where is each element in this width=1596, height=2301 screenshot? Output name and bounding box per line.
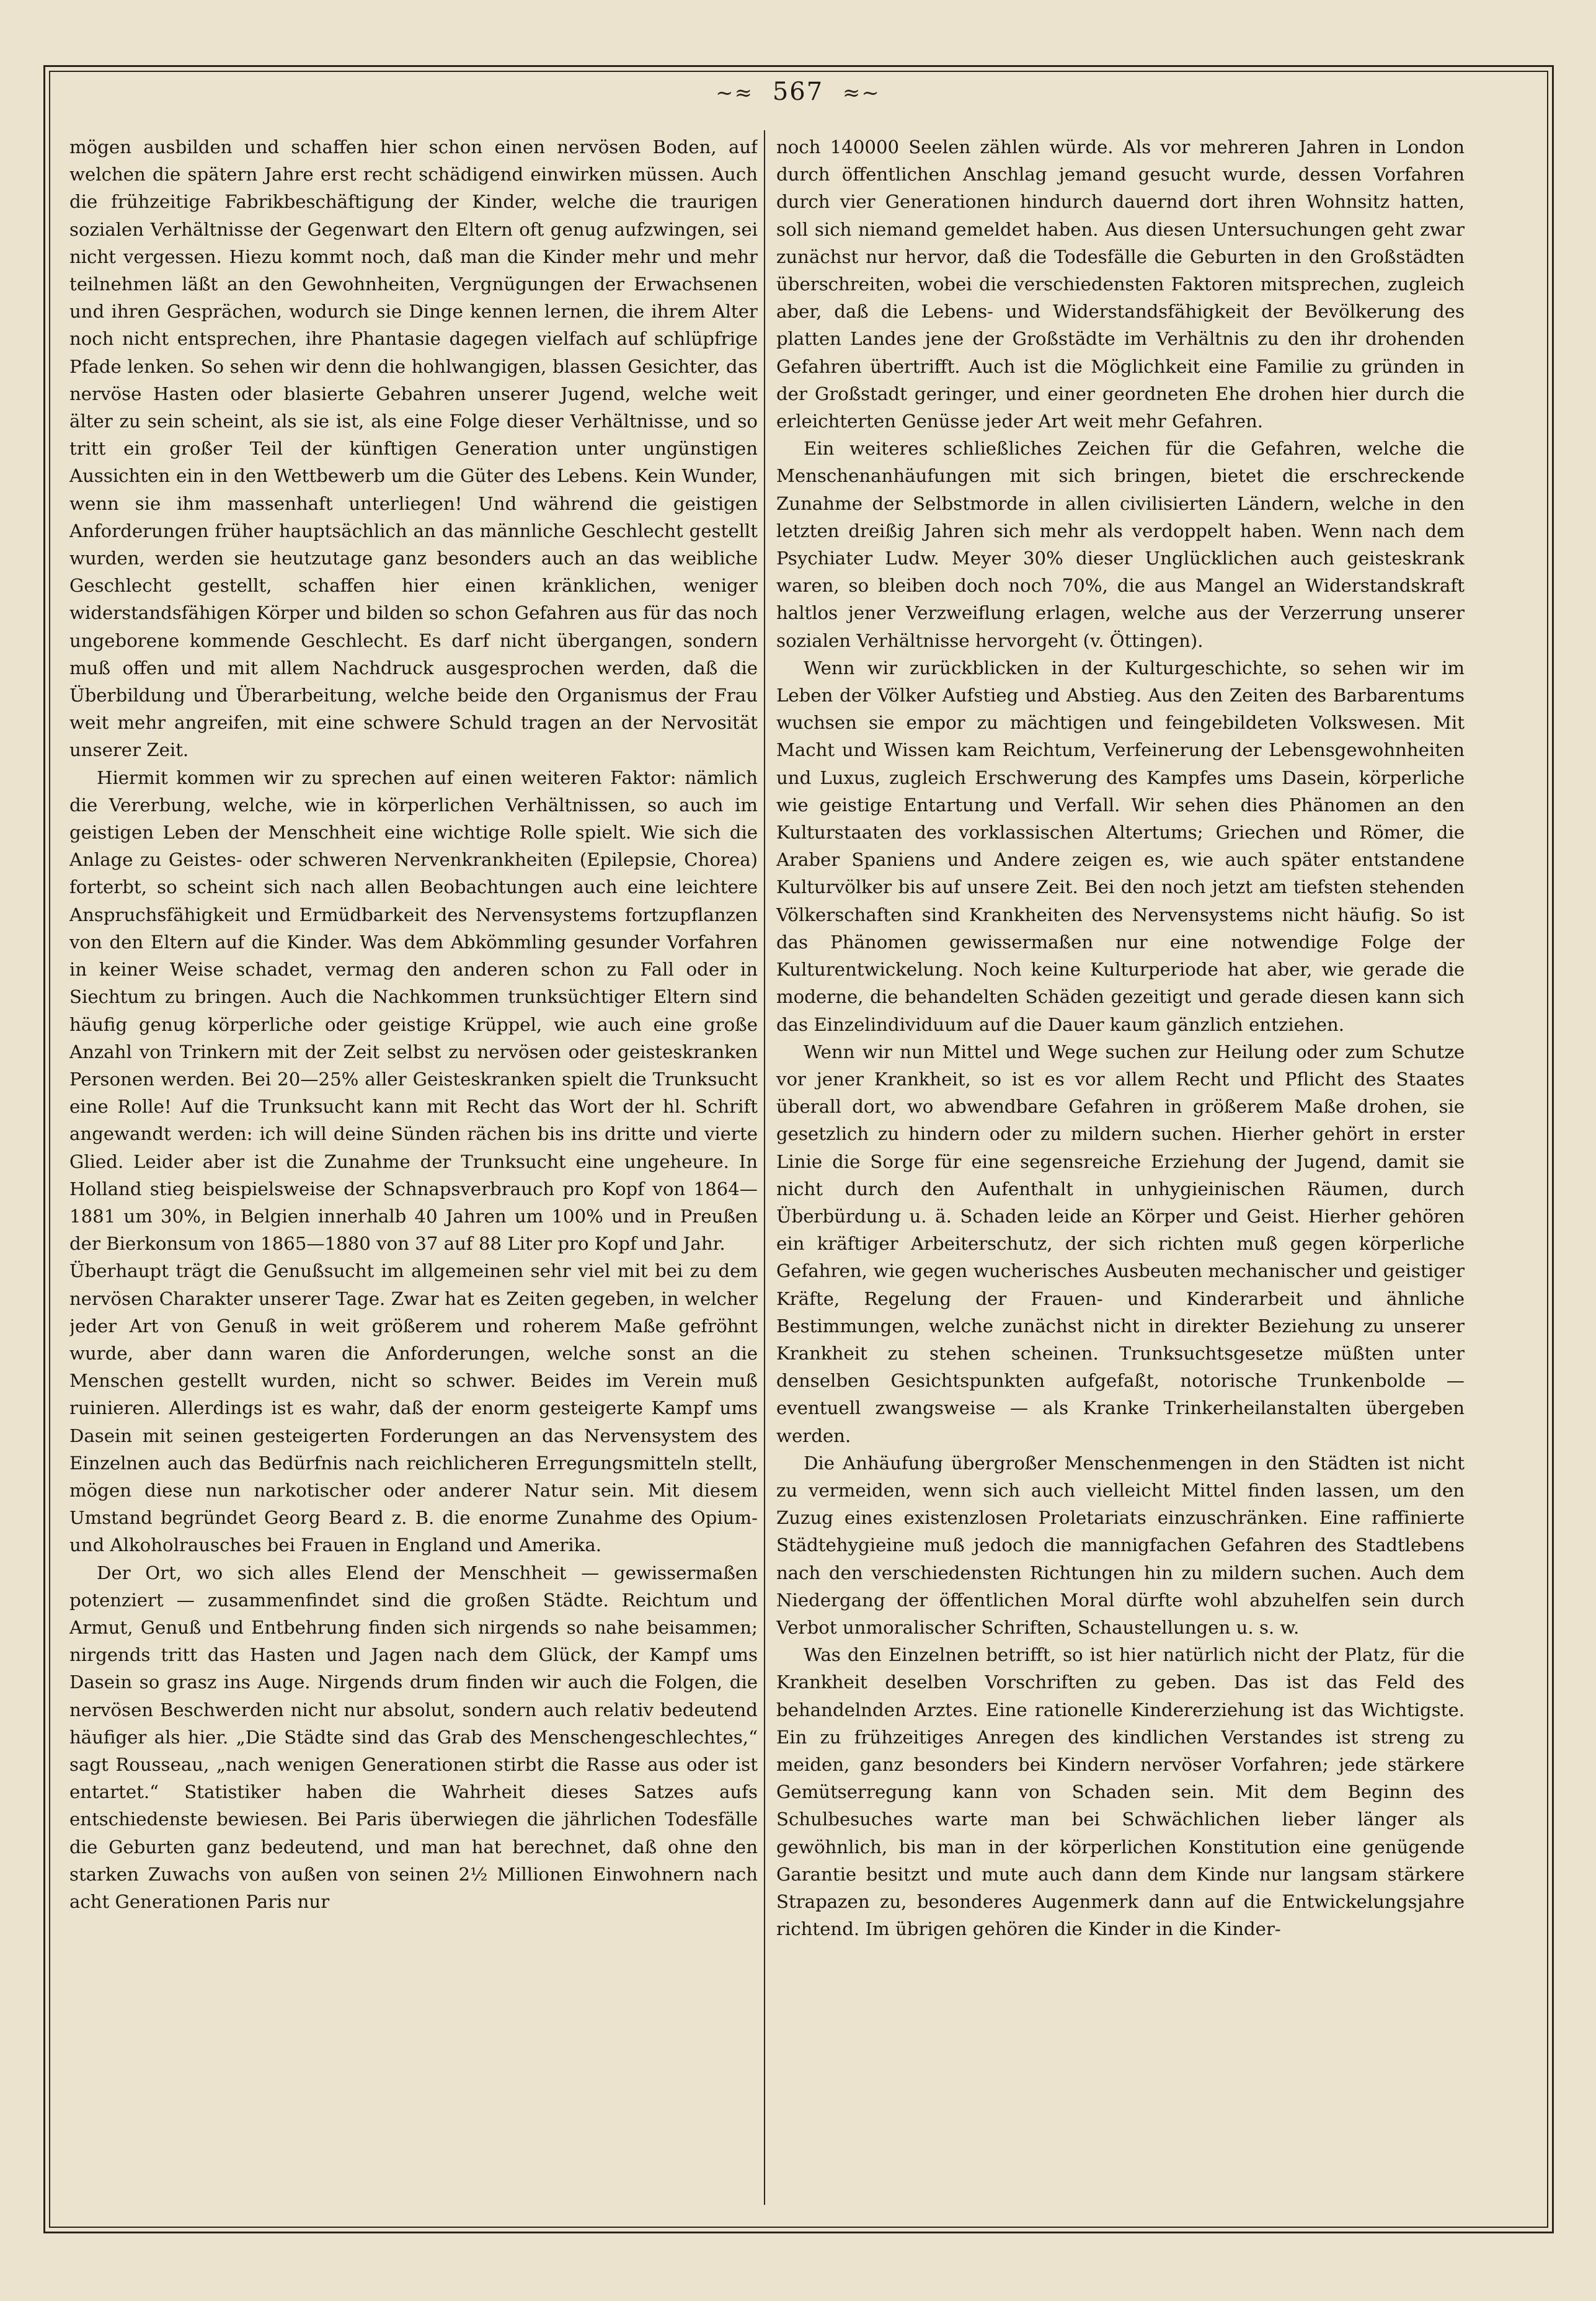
paragraph: mögen ausbilden und schaffen hier schon einen nervösen Boden, auf welchen die spätern Jahre erst recht schädigend einwirken müssen. Auch die frühzeitige Fabrikbeschäftigung der Kinder, welche die traurigen sozialen Verhältnisse der Gegenwart den Eltern oft genug aufzwingen, sei nicht vergessen. Hiezu kommt noch, daß man die Kinder mehr und mehr teilnehmen läßt an den Gewohnheiten, Vergnügungen der Erwachsenen und ihren Gesprächen, wodurch sie Dinge kennen lernen, die ihrem Alter noch nicht entsprechen, ihre Phantasie dagegen vielfach auf schlüpfrige Pfade lenken. So sehen wir denn die hohlwangigen, blassen Gesichter, das nervöse Hasten oder blasierte Gebahren unserer Jugend, welche weit älter zu sein scheint, als sie ist, als eine Folge dieser Verhältnisse, und so tritt ein großer Teil der künftigen Generation unter ungünstigen Aussichten ein in den Wettbewerb um die Güter des Lebens. Kein Wunder, wenn sie ihm massenhaft unterliegen! Und während die geistigen Anforderungen früher hauptsächlich an das männliche Geschlecht gestellt wurden, werden sie heutzutage ganz besonders auch an das weibliche Geschlecht gestellt, schaffen hier einen kränklichen, weniger widerstandsfähigen Körper und bilden so schon Gefahren aus für das noch ungeborene kommende Geschlecht. Es darf nicht übergangen, sondern muß offen und mit allem Nachdruck ausgesprochen werden, daß die Überbildung und Überarbeitung, welche beide den Organismus der Frau weit mehr angreifen, mit eine schwere Schuld tragen an der Nervosität unserer Zeit. [69,136,758,761]
right-column [776,133,1465,2205]
paragraph: Ein weiteres schließliches Zeichen für die Gefahren, welche die Menschenanhäufungen mit sich bringen, bietet die erschreckende Zunahme der Selbstmorde in allen civilisierten Ländern, welche in den letzten dreißig Jahren sich mehr als verdoppelt haben. Wenn nach dem Psychiater Ludw. Meyer 30% dieser Unglücklichen auch geisteskrank waren, so bleiben doch noch 70%, die aus Mangel an Widerstandskraft haltlos jener Verzweiflung erlagen, welche aus der Verzerrung unserer sozialen Verhältnisse hervorgeht (v. Öttingen). [776,438,1465,651]
ornament-left: ~≈ [716,81,754,105]
paragraph: noch 140000 Seelen zählen würde. Als vor mehreren Jahren in London durch öffentlichen Anschlag jemand gesucht wurde, dessen Vorfahren durch vier Generationen hindurch dauernd dort ihren Wohnsitz hatten, soll sich niemand gemeldet haben. Aus diesen Untersuchungen geht zwar zunächst nur hervor, daß die Todesfälle die Geburten in den Großstädten überschreiten, wobei die verschiedensten Faktoren mitsprechen, zugleich aber, daß die Lebens- und Widerstandsfähigkeit der Bevölkerung des platten Landes jene der Großstädte im Verhältnis zu den ihr drohenden Gefahren übertrifft. Auch ist die Möglichkeit eine Familie zu gründen in der Großstadt geringer, und einer geordneten Ehe drohen hier durch die erleichterten Genüsse jeder Art weit mehr Gefahren. [776,136,1465,432]
page-number: 567 [772,78,824,106]
page-header [0,78,1596,106]
paragraph: Wenn wir zurückblicken in der Kulturgeschichte, so sehen wir im Leben der Völker Aufstieg und Abstieg. Aus den Zeiten des Barbarentums wuchsen sie empor zu mächtigen und feingebildeten Volkswesen. Mit Macht und Wissen kam Reichtum, Verfeinerung der Lebensgewohnheiten und Luxus, zugleich Erschwerung des Kampfes ums Dasein, körperliche wie geistige Entartung und Verfall. Wir sehen dies Phänomen an den Kulturstaaten des vorklassischen Altertums; Griechen und Römer, die Araber Spaniens und Andere zeigen es, wie auch später entstandene Kulturvölker bis auf unsere Zeit. Bei den noch jetzt am tiefsten stehenden Völkerschaften sind Krankheiten des Nervensystems nicht häufig. So ist das Phänomen gewissermaßen nur eine notwendige Folge der Kulturentwickelung. Noch keine Kulturperiode hat aber, wie gerade die moderne, die behandelten Schäden gezeitigt und gerade diesen kann sich das Einzelindividuum auf die Dauer kaum gänzlich entziehen. [776,657,1465,1035]
left-column [69,133,758,2205]
paragraph: Wenn wir nun Mittel und Wege suchen zur Heilung oder zum Schutze vor jener Krankheit, so ist es vor allem Recht und Pflicht des Staates überall dort, wo abwendbare Gefahren in größerem Maße drohen, sie gesetzlich zu hindern oder zu mildern suchen. Hierher gehört in erster Linie die Sorge für eine segensreiche Erziehung der Jugend, damit sie nicht durch den Aufenthalt in unhygieinischen Räumen, durch Überbürdung u. ä. Schaden leide an Körper und Geist. Hierher gehören ein kräftiger Arbeiterschutz, der sich richten muß gegen körperliche Gefahren, wie gegen wucherisches Ausbeuten mechanischer und geistiger Kräfte, Regelung der Frauen- und Kinderarbeit und ähnliche Bestimmungen, welche zunächst nicht in direkter Beziehung zu unserer Krankheit zu stehen scheinen. Trunksuchtsgesetze müßten unter denselben Gesichtspunkten aufgefaßt, notorische Trunkenbolde — eventuell zwangsweise — als Kranke Trinkerheilanstalten übergeben werden. [776,1041,1465,1446]
column-divider [764,130,765,2205]
paragraph: Hiermit kommen wir zu sprechen auf einen weiteren Faktor: nämlich die Vererbung, welche, wie in körperlichen Verhältnissen, so auch im geistigen Leben der Menschheit eine wichtige Rolle spielt. Wie sich die Anlage zu Geistes- oder schweren Nervenkrankheiten (Epilepsie, Chorea) forterbt, so scheint sich nach allen Beobachtungen auch eine leichtere Anspruchsfähigkeit und Ermüdbarkeit des Nervensystems fortzupflanzen von den Eltern auf die Kinder. Was dem Abkömmling gesunder Vorfahren in keiner Weise schadet, vermag den anderen schon zu Fall oder in Siechtum zu bringen. Auch die Nachkommen trunksüchtiger Eltern sind häufig genug körperliche oder geistige Krüppel, wie auch eine große Anzahl von Trinkern mit der Zeit selbst zu nervösen oder geisteskranken Personen werden. Bei 20—25% aller Geisteskranken spielt die Trunksucht eine Rolle! Auf die Trunksucht kann mit Recht das Wort der hl. Schrift angewandt werden: ich will deine Sünden rächen bis ins dritte und vierte Glied. Leider aber ist die Zunahme der Trunksucht eine ungeheure. In Holland stieg beispielsweise der Schnapsverbrauch pro Kopf von 1864—1881 um 30%, in Belgien innerhalb 40 Jahren um 100% und in Preußen der Bierkonsum von 1865—1880 von 37 auf 88 Liter pro Kopf und Jahr. [69,767,758,1255]
ornament-right: ≈~ [842,81,880,105]
paragraph: Die Anhäufung übergroßer Menschenmengen in den Städten ist nicht zu vermeiden, wenn sich auch vielleicht Mittel finden lassen, um den Zuzug eines existenzlosen Proletariats einzuschränken. Eine raffinierte Städtehygieine muß jedoch die mannigfachen Gefahren des Stadtlebens nach den verschiedensten Richtungen hin zu mildern suchen. Auch dem Niedergang der öffentlichen Moral dürfte wohl abzuhelfen sein durch Verbot unmoralischer Schriften, Schaustellungen u. s. w. [776,1452,1465,1638]
paragraph: Der Ort, wo sich alles Elend der Menschheit — gewissermaßen potenziert — zusammenfindet sind die großen Städte. Reichtum und Armut, Genuß und Entbehrung finden sich nirgends so nahe beisammen; nirgends tritt das Hasten und Jagen nach dem Glück, der Kampf ums Dasein so grasz ins Auge. Nirgends drum finden wir auch die Folgen, die nervösen Beschwerden nicht nur absolut, sondern auch relativ bedeutend häufiger als hier. „Die Städte sind das Grab des Menschengeschlechtes,“ sagt Rousseau, „nach wenigen Generationen stirbt die Rasse aus oder ist entartet.“ Statistiker haben die Wahrheit dieses Satzes aufs entschiedenste bewiesen. Bei Paris überwiegen die jährlichen Todesfälle die Geburten ganz bedeutend, und man hat berechnet, daß ohne den starken Zuwachs von außen von seinen 2½ Millionen Einwohnern nach acht Generationen Paris nur [69,1562,758,1912]
paragraph: Überhaupt trägt die Genußsucht im allgemeinen sehr viel mit bei zu dem nervösen Charakter unserer Tage. Zwar hat es Zeiten gegeben, in welcher jeder Art von Genuß in weit größerem und roherem Maße gefröhnt wurde, aber dann waren die Anforderungen, welche sonst an die Menschen gestellt wurden, nicht so schwer. Beides im Verein muß ruinieren. Allerdings ist es wahr, daß der enorm gesteigerte Kampf ums Dasein mit seinen gesteigerten Forderungen an das Nervensystem des Einzelnen auch das Bedürfnis nach reichlicheren Erregungsmitteln stellt, mögen diese nun narkotischer oder anderer Natur sein. Mit diesem Umstand begründet Georg Beard z. B. die enorme Zunahme des Opium- und Alkoholrausches bei Frauen in England und Amerika. [69,1260,758,1556]
paragraph: Was den Einzelnen betrifft, so ist hier natürlich nicht der Platz, für die Krankheit deselben Vorschriften zu geben. Das ist das Feld des behandelnden Arztes. Eine rationelle Kindererziehung ist das Wichtigste. Ein zu frühzeitiges Anregen des kindlichen Verstandes ist streng zu meiden, ganz besonders bei Kindern nervöser Vorfahren; jede stärkere Gemütserregung kann von Schaden sein. Mit dem Beginn des Schulbesuches warte man bei Schwächlichen lieber länger als gewöhnlich, bis man in der körperlichen Konstitution eine genügende Garantie besitzt und mute auch dann dem Kinde nur langsam stärkere Strapazen zu, besonderes Augenmerk dann auf die Entwickelungsjahre richtend. Im übrigen gehören die Kinder in die Kinder- [776,1644,1465,1940]
